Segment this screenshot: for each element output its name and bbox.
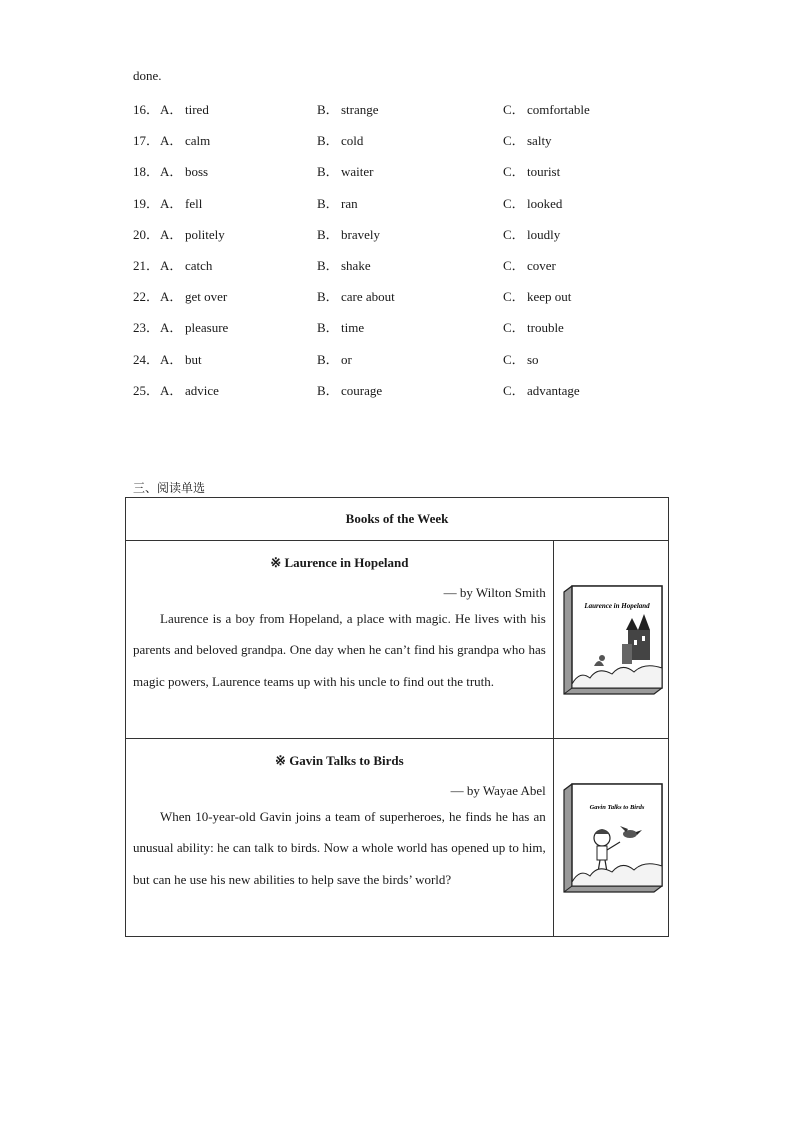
option-c-label: C．: [503, 258, 525, 273]
option-b-text: shake: [341, 258, 371, 273]
bird-book-cover-icon: [562, 782, 665, 894]
option-b: [317, 349, 352, 368]
option-c-label: C．: [503, 102, 525, 117]
option-b: [317, 193, 358, 212]
option-c-label: C．: [503, 289, 525, 305]
option-b: [317, 286, 395, 305]
question-number: 21．: [133, 258, 160, 273]
question-number: 19．: [133, 195, 160, 211]
option-a: [160, 317, 228, 336]
option-a-label: A．: [160, 195, 183, 211]
book-author: — by Wilton Smith: [443, 585, 546, 600]
option-c: [503, 193, 562, 212]
option-a-label: A．: [160, 289, 183, 305]
option-c-label: C．: [503, 226, 525, 242]
question-number: 20．: [133, 226, 160, 242]
option-a-text: catch: [185, 258, 213, 273]
book-cell: [126, 541, 554, 739]
option-a-text: get over: [185, 289, 228, 305]
option-a-text: tired: [185, 102, 209, 117]
question-number: 17．: [133, 133, 160, 149]
option-a-text: fell: [185, 195, 203, 211]
books-table: [125, 497, 669, 937]
option-a-label: A．: [160, 258, 183, 273]
option-a-label: A．: [160, 133, 183, 149]
option-b: [317, 161, 373, 180]
book-image-cell: [553, 739, 668, 937]
option-b-label: B．: [317, 195, 339, 211]
option-b-label: B．: [317, 320, 339, 336]
option-c: [503, 317, 564, 336]
option-a: [160, 161, 208, 180]
question-number: 24．: [133, 351, 160, 367]
section-title: 三、阅读单选: [133, 481, 206, 495]
option-a-text: pleasure: [185, 320, 229, 336]
option-a-text: advice: [185, 382, 219, 398]
question-number: 25．: [133, 382, 160, 398]
option-c-label: C．: [503, 164, 525, 180]
option-b-label: B．: [317, 164, 339, 180]
option-a-text: boss: [185, 164, 209, 180]
option-a: [160, 99, 209, 118]
option-a-label: A．: [160, 102, 183, 117]
option-a-label: A．: [160, 164, 183, 180]
option-a-text: politely: [185, 226, 225, 242]
option-b-label: B．: [317, 133, 339, 149]
option-c: [503, 349, 539, 368]
option-c-label: C．: [503, 382, 525, 398]
option-b-text: ran: [341, 195, 358, 211]
option-c-text: looked: [527, 195, 563, 211]
option-c: [503, 255, 556, 274]
question-number: 18．: [133, 164, 160, 180]
option-b-text: time: [341, 320, 365, 336]
question-number: 16．: [133, 102, 160, 117]
question-number: 22．: [133, 289, 160, 305]
option-a-text: calm: [185, 133, 211, 149]
book-title: ※ Gavin Talks to Birds: [275, 753, 404, 768]
option-b-label: B．: [317, 226, 339, 242]
option-c-label: C．: [503, 320, 525, 336]
option-a: [160, 193, 202, 212]
option-b: [317, 255, 371, 274]
option-c: [503, 161, 560, 180]
option-b-label: B．: [317, 102, 339, 117]
option-b: [317, 317, 364, 336]
cover-title: Laurence in Hopeland: [584, 602, 650, 610]
book-description: When 10-year-old Gavin joins a team of superheroes, he finds he has an unusual ability: he can talk to birds. Now a whole world has opened up to him, but can he use his new abilities to help save the birds’ world?: [133, 809, 546, 887]
option-a: [160, 380, 219, 399]
option-b-label: B．: [317, 351, 339, 367]
option-c: [503, 130, 552, 149]
option-b-text: strange: [341, 102, 379, 117]
option-b-text: courage: [341, 382, 383, 398]
option-c: [503, 286, 571, 305]
option-b-text: cold: [341, 133, 364, 149]
question-number: 23．: [133, 320, 160, 336]
option-b-text: waiter: [341, 164, 374, 180]
castle-book-cover-icon: [562, 584, 665, 696]
option-c-text: keep out: [527, 289, 572, 305]
option-a-label: A．: [160, 320, 183, 336]
option-a-label: A．: [160, 226, 183, 242]
option-a: [160, 286, 227, 305]
cover-title: Gavin Talks to Birds: [589, 804, 645, 811]
option-c: [503, 224, 560, 243]
option-a-text: but: [185, 351, 202, 367]
option-a-label: A．: [160, 382, 183, 398]
option-a: [160, 349, 202, 368]
option-b-label: B．: [317, 289, 339, 305]
option-b-text: or: [341, 351, 352, 367]
book-description: Laurence is a boy from Hopeland, a place with magic. He lives with his parents and beloved grandpa. One day when he can’t find his grandpa who has magic powers, Laurence teams up with his uncle to find out the truth.: [133, 611, 546, 689]
option-b-text: care about: [341, 289, 395, 305]
option-b: [317, 99, 379, 118]
intro-tail: done.: [133, 68, 162, 83]
option-a: [160, 130, 210, 149]
option-c-label: C．: [503, 351, 525, 367]
option-c-label: C．: [503, 133, 525, 149]
option-c-text: comfortable: [527, 102, 590, 117]
option-c-text: advantage: [527, 382, 580, 398]
table-header: Books of the Week: [126, 498, 669, 541]
option-a: [160, 224, 225, 243]
option-c-text: so: [527, 351, 539, 367]
option-a-label: A．: [160, 351, 183, 367]
option-b-label: B．: [317, 258, 339, 273]
option-b-text: bravely: [341, 226, 380, 242]
book-title: ※ Laurence in Hopeland: [270, 555, 409, 570]
book-cell: [126, 739, 554, 937]
option-c: [503, 99, 590, 118]
option-b: [317, 224, 380, 243]
option-c-text: cover: [527, 258, 556, 273]
option-c: [503, 380, 580, 399]
book-image-cell: [553, 541, 668, 739]
option-a: [160, 255, 212, 274]
option-c-text: loudly: [527, 226, 561, 242]
option-c-text: tourist: [527, 164, 561, 180]
book-author: — by Wayae Abel: [450, 783, 546, 798]
option-c-text: trouble: [527, 320, 564, 336]
option-c-label: C．: [503, 195, 525, 211]
option-c-text: salty: [527, 133, 552, 149]
option-b-label: B．: [317, 382, 339, 398]
option-b: [317, 130, 363, 149]
option-b: [317, 380, 382, 399]
